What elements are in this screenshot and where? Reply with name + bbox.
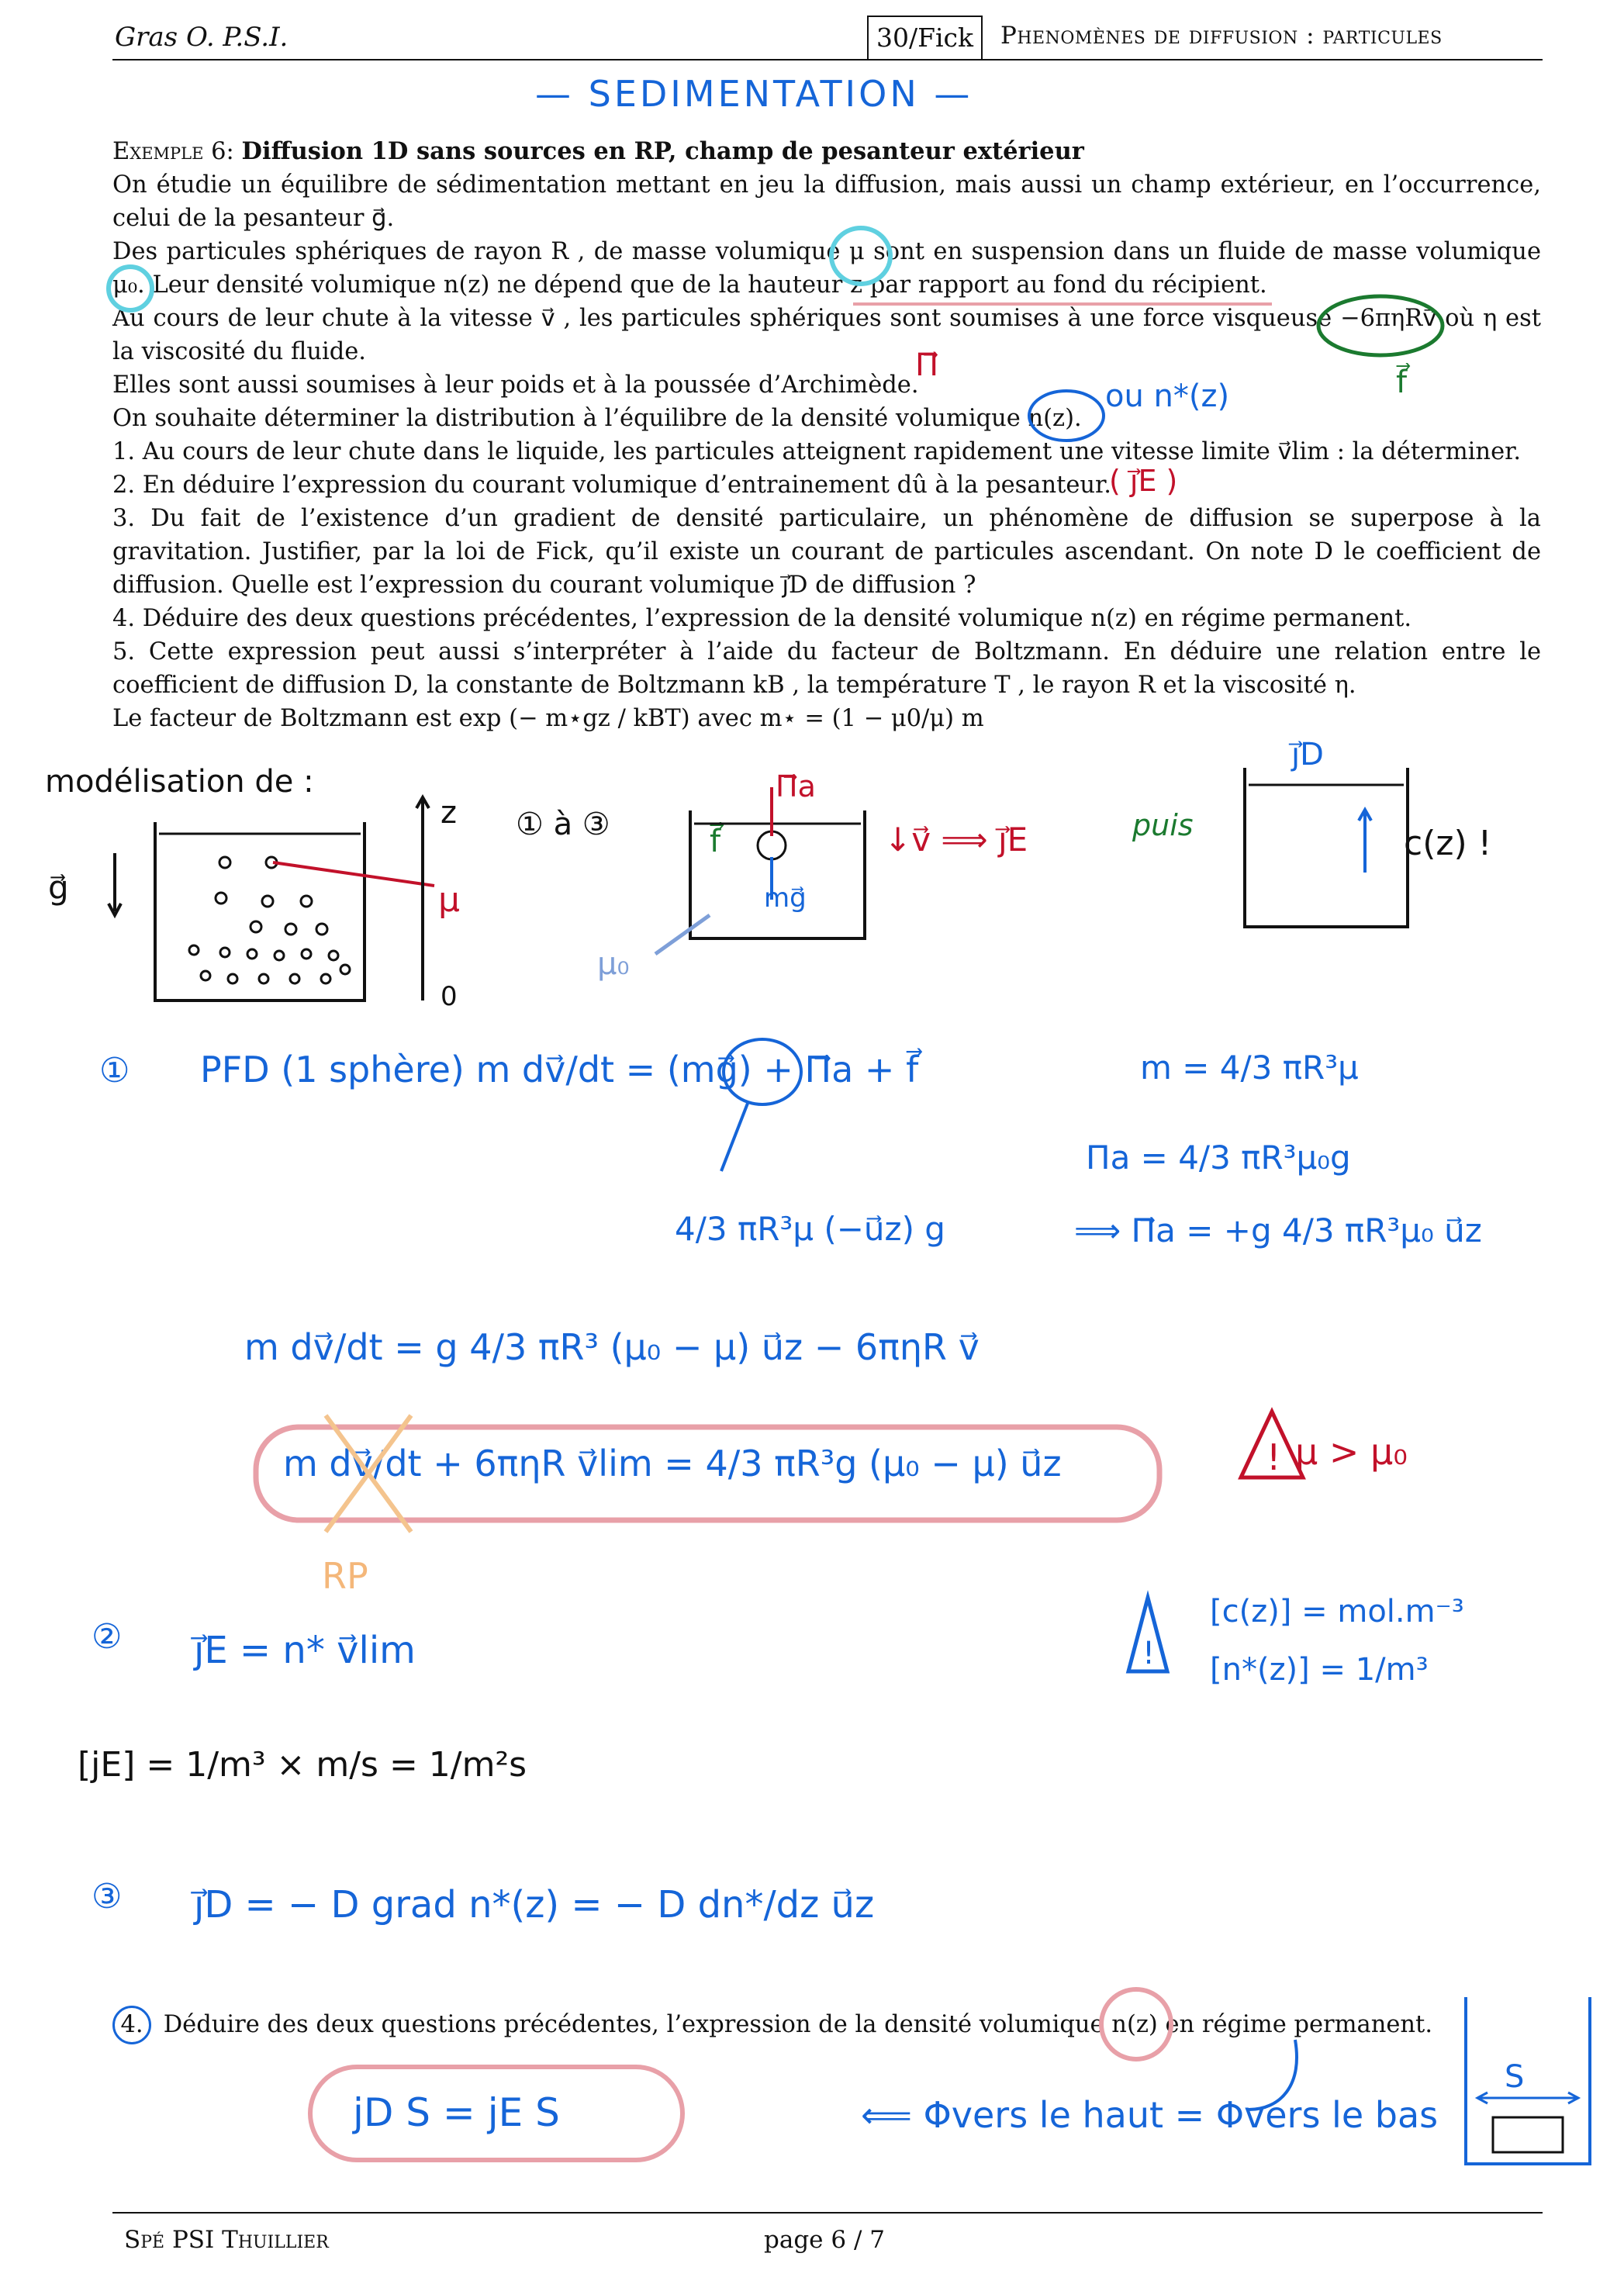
v-to-je-label: ↓v⃗ ⟹ j⃗E (884, 821, 1028, 859)
boltzmann-note: Le facteur de Boltzmann est exp (− m⋆gz / kBT) avec m⋆ = (1 − μ0/μ) m (112, 705, 984, 732)
question-2: 2. En déduire l’expression du courant volumique d’entrainement dû à la pesanteur. (112, 472, 1111, 499)
paragraph-intro: On étudie un équilibre de sédimentation mettant en jeu la diffusion, mais aussi un champ extérieur, en l’occurrence, celui de la pesanteur g⃗. (112, 171, 1541, 232)
mu-label: μ (438, 880, 460, 920)
footer-page-number: page 6 / 7 (764, 2226, 885, 2254)
particles (189, 857, 350, 983)
limit-velocity-equation: m dv⃗/dt + 6πηR v⃗lim = 4/3 πR³g (μ₀ − μ) u⃗z (283, 1443, 1062, 1484)
mg-label: mg⃗ (764, 883, 807, 914)
mu0-highlight-circle (109, 267, 152, 310)
flux-equality: ⟸ Φvers le haut = Φvers le bas (861, 2094, 1439, 2136)
example-heading: Exemple 6: Diffusion 1D sans sources en RP, champ de pesanteur extérieur (112, 137, 1084, 165)
je-units: [jE] = 1/m³ × m/s = 1/m²s (78, 1745, 527, 1785)
question-4: 4. Déduire des deux questions précédentes, l’expression de la densité volumique n(z) en régime permanent. (112, 605, 1412, 632)
question-3: 3. Du fait de l’existence d’un gradient de densité particulaire, un phénomène de diffusion se superpose à la gravitation. Justifier, par la loi de Fick, qu’il existe un courant de particules ascendant. On note D le coefficient de diffusion. Quelle est l’expression du courant volumique j⃗D de diffusion ? (112, 505, 1541, 599)
archimede-magnitude: Πa = 4/3 πR³μ₀g (1086, 1139, 1351, 1177)
archimede-arrow-note: Π⃗ (915, 347, 939, 383)
q4-text: Déduire des deux questions précédentes, l’expression de la densité volumique n(z) en régime permanent. (163, 2011, 1433, 2038)
f-label-diagram: f⃗ (710, 824, 721, 859)
g-label: g⃗ (48, 869, 69, 907)
mu0-pointer (655, 915, 710, 954)
je-note: ( j⃗E ) (1109, 464, 1178, 498)
step2-number: ② (92, 1617, 123, 1657)
puis-label: puis (1132, 808, 1194, 842)
nz-circle (1029, 391, 1104, 441)
surface-container (1466, 1997, 1590, 2164)
mu0-label: μ₀ (597, 946, 630, 982)
units-density: [n*(z)] = 1/m³ (1210, 1652, 1429, 1688)
mass-expression: m = 4/3 πR³μ (1140, 1049, 1359, 1087)
flux-balance: jD S = jE S (353, 2090, 560, 2135)
z-axis-label: z (441, 795, 457, 831)
step3-number: ③ (92, 1877, 123, 1916)
cz-label: c(z) ! (1404, 824, 1492, 863)
question-5: 5. Cette expression peut aussi s’interpréter à l’aide du facteur de Boltzmann. En déduire une relation entre le coefficient de diffusion D, la constante de Boltzmann kB , la température T , le rayon R et la viscosité η. (112, 638, 1541, 699)
steps-label: ① à ③ (516, 807, 610, 842)
pfd-equation: PFD (1 sphère) m dv⃗/dt = (mg⃗) + Π⃗a + f⃗ (200, 1049, 919, 1090)
handwritten-title: — SEDIMENTATION — (535, 73, 973, 115)
f-vector-note: f⃗ (1396, 365, 1408, 400)
units-concentration: [c(z)] = mol.m⁻³ (1210, 1594, 1464, 1629)
zero-label: 0 (441, 981, 458, 1012)
paragraph-particles: Des particules sphériques de rayon R , de masse volumique μ sont en suspension dans un fluide de masse volumique μ₀. Leur densité volumique n(z) ne dépend que de la hauteur z par rapport au fond du récipient. (112, 238, 1541, 299)
modelisation-label: modélisation de : (45, 764, 314, 800)
weight-expression: 4/3 πR³μ (−u⃗z) g (675, 1210, 945, 1248)
paragraph-viscous-force: Au cours de leur chute à la vitesse v⃗ , les particules sphériques sont soumises à une force visqueuse −6πηRv⃗ où η est la viscosité du fluide. (112, 305, 1541, 365)
svg-text:!: ! (1142, 1636, 1156, 1671)
mu-pointer (273, 862, 434, 886)
step1-number: ① (99, 1051, 130, 1090)
mg-circle (724, 1039, 801, 1104)
header-topic: Phenomènes de diffusion : particules (1000, 22, 1443, 50)
jd-label: j⃗D (1291, 737, 1324, 772)
q4-number: 4. (112, 2006, 151, 2044)
rp-label: RP (322, 1555, 368, 1597)
surface-label: S (1505, 2059, 1525, 2095)
paragraph-weight: Elles sont aussi soumises à leur poids et à la poussée d’Archimède. (112, 372, 919, 399)
header-chapter-box: 30/Fick (867, 16, 983, 60)
container-diffusion (1245, 768, 1408, 927)
paragraph-goal: On souhaite déterminer la distribution à l’équilibre de la densité volumique n(z). (112, 405, 1082, 432)
q4-nz-circle (1101, 1989, 1171, 2059)
footer-school: Spé PSI Thuillier (124, 2226, 329, 2254)
mu-highlight-circle (831, 228, 890, 284)
mu-inequality: μ > μ₀ (1295, 1431, 1408, 1473)
jd-expression: j⃗D = − D grad n*(z) = − D dn*/dz u⃗z (194, 1883, 875, 1927)
header-author: Gras O. P.S.I. (115, 22, 289, 53)
question-1: 1. Au cours de leur chute dans le liquide, les particules atteignent rapidement une vitesse limite v⃗lim : la déterminer. (112, 438, 1522, 465)
container-left (155, 822, 365, 1000)
viscous-force-circle (1318, 296, 1443, 355)
motion-equation: m dv⃗/dt = g 4/3 πR³ (μ₀ − μ) u⃗z − 6πηR v⃗ (244, 1326, 980, 1368)
flux-balance-box (310, 2067, 682, 2160)
je-expression: j⃗E = n* v⃗lim (194, 1629, 416, 1672)
svg-text:!: ! (1266, 1436, 1281, 1478)
n-star-note: ou n*(z) (1105, 378, 1230, 414)
archimede-vector: ⟹ Π⃗a = +g 4/3 πR³μ₀ u⃗z (1074, 1211, 1482, 1249)
pi-a-label: Π⃗a (776, 769, 816, 804)
container-forces (690, 810, 865, 938)
